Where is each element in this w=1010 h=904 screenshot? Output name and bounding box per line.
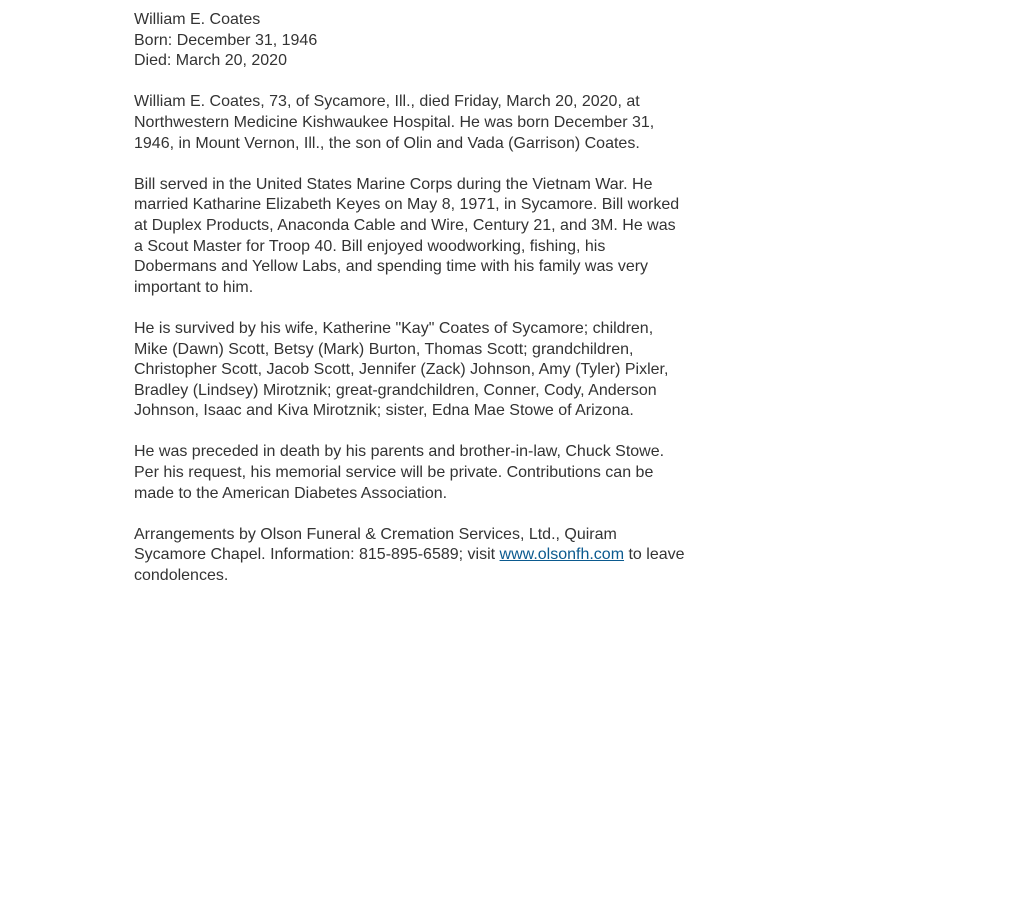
paragraph-line: at Duplex Products, Anaconda Cable and Wire, Century 21, and 3M. He was [134,216,676,234]
deceased-name: William E. Coates [134,11,261,28]
arrangements-text: Sycamore Chapel. Information: 815-895-6589; visit [134,546,500,564]
paragraph-line: Christopher Scott, Jacob Scott, Jennifer (Zack) Johnson, Amy (Tyler) Pixler, [134,361,669,379]
paragraph-line: Northwestern Medicine Kishwaukee Hospital. He was born December 31, [134,113,655,131]
paragraph-line: a Scout Master for Troop 40. Bill enjoyed woodworking, fishing, his [134,237,606,255]
obituary-paragraph [134,175,774,299]
paragraph-line: He is survived by his wife, Katherine "Kay" Coates of Sycamore; children, [134,319,654,337]
paragraph-line: Mike (Dawn) Scott, Betsy (Mark) Burton, Thomas Scott; grandchildren, [134,340,634,358]
obituary-paragraph [134,442,774,504]
arrangements-paragraph [134,525,774,587]
obituary-paragraph [134,319,774,422]
paragraph-line: Johnson, Isaac and Kiva Mirotznik; sister, Edna Mae Stowe of Arizona. [134,402,634,420]
paragraph-line: important to him. [134,278,254,296]
death-date: Died: March 20, 2020 [134,52,287,70]
obituary-document [134,10,774,607]
paragraph-line: Per his request, his memorial service will be private. Contributions can be [134,464,654,482]
paragraph-line: He was preceded in death by his parents and brother-in-law, Chuck Stowe. [134,443,665,461]
arrangements-text: to leave [624,546,685,564]
paragraph-line: made to the American Diabetes Association. [134,484,448,502]
arrangements-line [134,545,774,566]
paragraph-line: Bradley (Lindsey) Mirotznik; great-grandchildren, Conner, Cody, Anderson [134,381,657,399]
paragraph-line: William E. Coates, 73, of Sycamore, Ill., died Friday, March 20, 2020, at [134,93,640,111]
obituary-paragraph [134,92,774,154]
arrangements-line: condolences. [134,567,229,585]
paragraph-line: Dobermans and Yellow Labs, and spending time with his family was very [134,258,649,276]
birth-date: Born: December 31, 1946 [134,31,318,49]
arrangements-line: Arrangements by Olson Funeral & Cremation Services, Ltd., Quiram [134,525,617,543]
obituary-header [134,10,774,72]
funeral-home-link[interactable]: www.olsonfh.com [499,546,625,564]
paragraph-line: Bill served in the United States Marine Corps during the Vietnam War. He [134,175,653,193]
paragraph-line: married Katharine Elizabeth Keyes on May 8, 1971, in Sycamore. Bill worked [134,196,680,214]
paragraph-line: 1946, in Mount Vernon, Ill., the son of Olin and Vada (Garrison) Coates. [134,134,640,152]
